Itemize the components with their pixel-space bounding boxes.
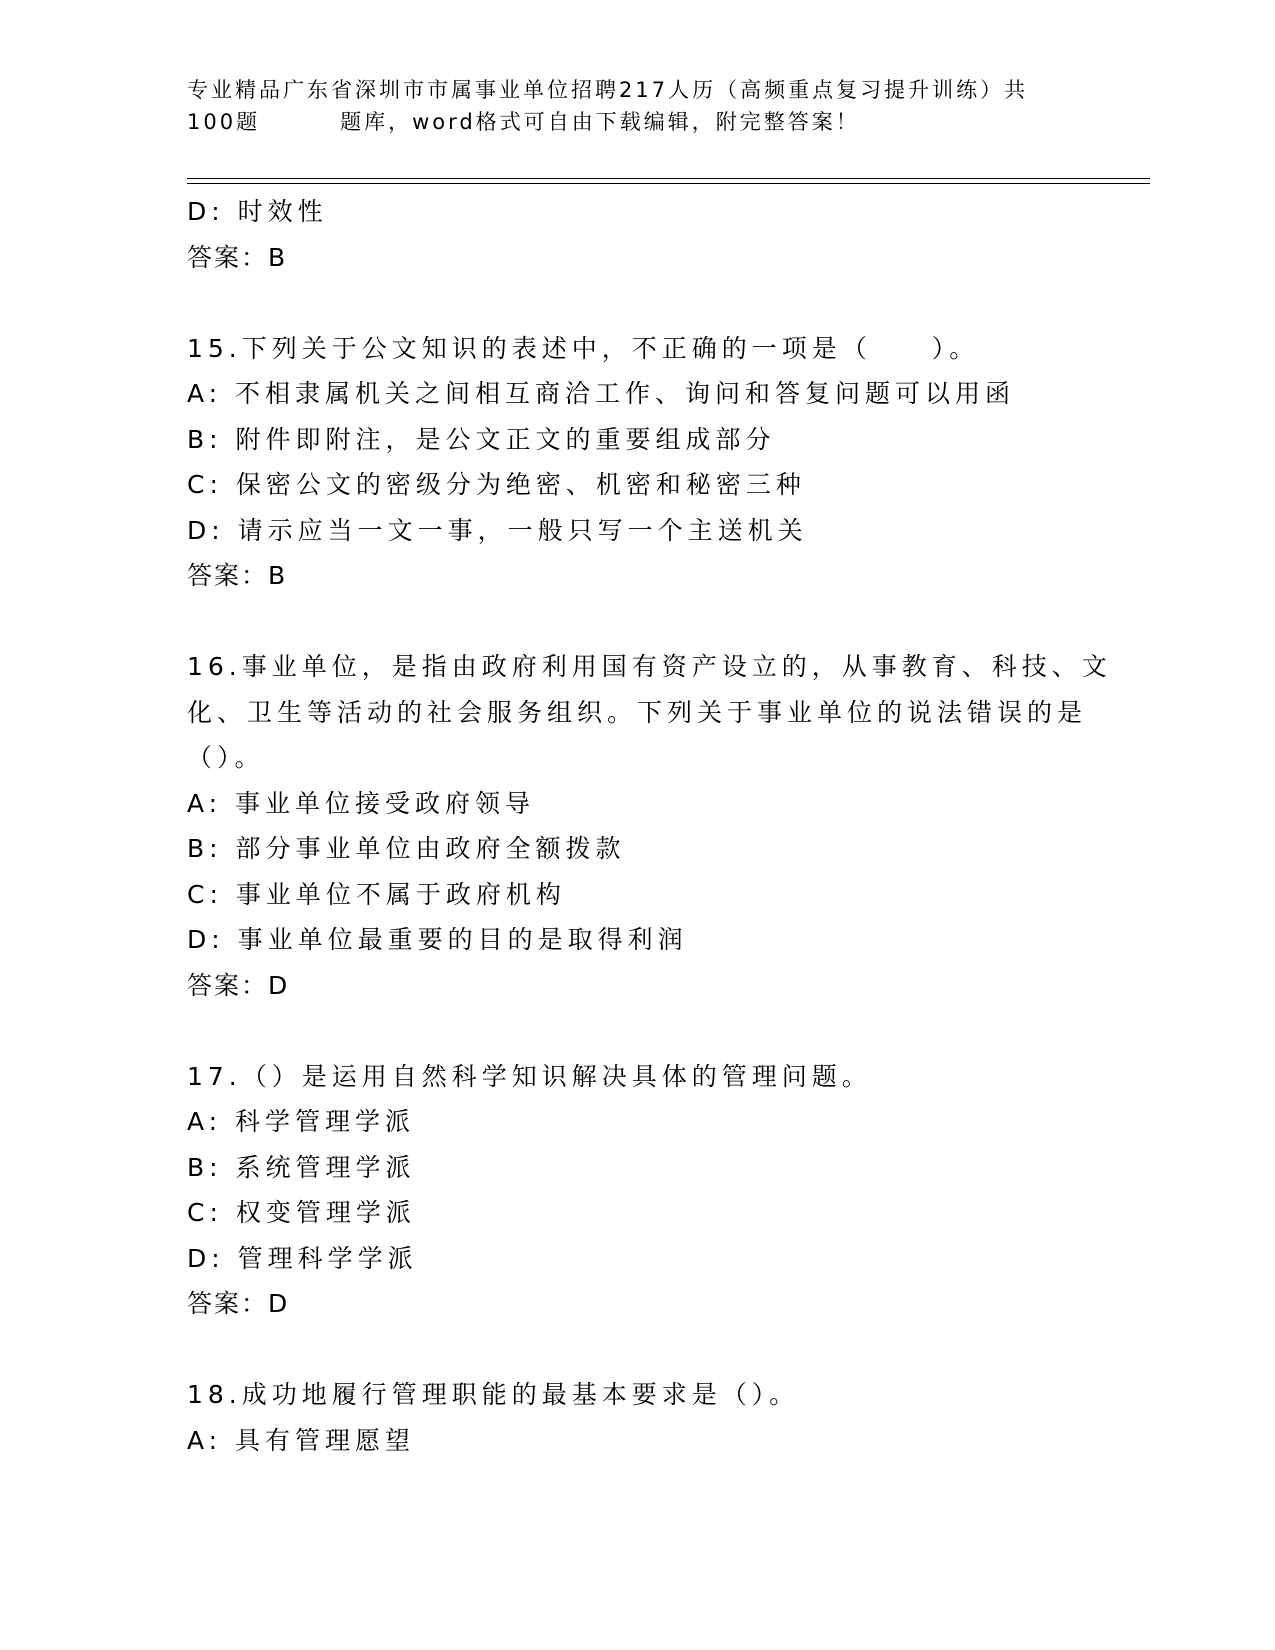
option-b: B: 附件即附注，是公文正文的重要组成部分 bbox=[187, 424, 776, 454]
answer: 答案：B bbox=[187, 561, 288, 590]
question-block-16 bbox=[187, 644, 1112, 1008]
question-block-17 bbox=[187, 1054, 1087, 1327]
header-rule-top bbox=[187, 178, 1150, 179]
option-b: B: 部分事业单位由政府全额拨款 bbox=[187, 834, 626, 863]
question-block-18 bbox=[187, 1372, 1087, 1463]
question-stem-line-1: 16.事业单位，是指由政府利用国有资产设立的，从事教育、科技、文 bbox=[187, 652, 1112, 681]
option-a: A: 事业单位接受政府领导 bbox=[187, 788, 536, 818]
question-list bbox=[187, 189, 1112, 1463]
question-stem: 18.成功地履行管理职能的最基本要求是（）。 bbox=[187, 1380, 800, 1409]
option-c: C: 权变管理学派 bbox=[187, 1198, 416, 1227]
header-count: 100题 bbox=[187, 110, 261, 134]
header-rule-bottom bbox=[187, 183, 1150, 184]
answer: 答案：B bbox=[187, 242, 288, 272]
question-block-15 bbox=[187, 326, 1087, 599]
header-suffix: 题库，word格式可自由下载编辑，附完整答案！ bbox=[340, 110, 860, 134]
option-d: D: 管理科学学派 bbox=[187, 1243, 418, 1273]
option-c: C: 保密公文的密级分为绝密、机密和秘密三种 bbox=[187, 470, 806, 499]
option-a: A: 具有管理愿望 bbox=[187, 1425, 416, 1455]
answer: 答案：D bbox=[187, 970, 290, 1000]
question-stem-line-2: 化、卫生等活动的社会服务组织。下列关于事业单位的说法错误的是 bbox=[187, 697, 1088, 727]
option-d: D: 事业单位最重要的目的是取得利润 bbox=[187, 925, 688, 954]
option-c: C: 事业单位不属于政府机构 bbox=[187, 879, 566, 909]
question-block-prev bbox=[187, 189, 1087, 280]
option-d: D: 时效性 bbox=[187, 197, 328, 226]
question-stem-line-3: （）。 bbox=[187, 743, 265, 772]
question-stem: 17.（）是运用自然科学知识解决具体的管理问题。 bbox=[187, 1061, 872, 1091]
question-stem: 15.下列关于公文知识的表述中，不正确的一项是（ ）。 bbox=[187, 333, 980, 363]
option-b: B: 系统管理学派 bbox=[187, 1152, 416, 1182]
answer: 答案：D bbox=[187, 1289, 290, 1318]
option-a: A: 不相隶属机关之间相互商洽工作、询问和答复问题可以用函 bbox=[187, 379, 1016, 408]
option-d: D: 请示应当一文一事，一般只写一个主送机关 bbox=[187, 515, 808, 545]
option-a: A: 科学管理学派 bbox=[187, 1107, 416, 1136]
header-line-1: 专业精品广东省深圳市市属事业单位招聘217人历（高频重点复习提升训练）共 bbox=[187, 78, 1029, 102]
header-line-2 bbox=[187, 106, 1067, 138]
page-header bbox=[187, 74, 1067, 138]
